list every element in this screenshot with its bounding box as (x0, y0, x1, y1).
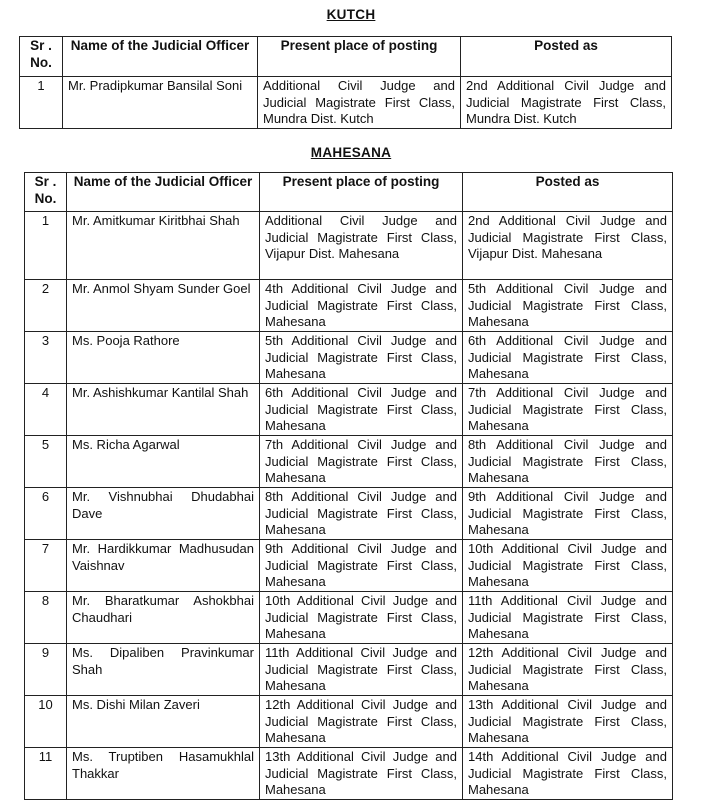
present-posting-cell: Additional Civil Judge and Judicial Magistrate First Class, Vijapur Dist. Mahesana (260, 212, 463, 280)
officer-name-cell: Ms. Richa Agarwal (67, 436, 260, 488)
posted-as-cell: 6th Additional Civil Judge and Judicial Magistrate First Class, Mahesana (463, 332, 673, 384)
present-posting-cell: 9th Additional Civil Judge and Judicial Magistrate First Class, Mahesana (260, 540, 463, 592)
present-posting-cell: 8th Additional Civil Judge and Judicial Magistrate First Class, Mahesana (260, 488, 463, 540)
present-posting-cell: 5th Additional Civil Judge and Judicial Magistrate First Class, Mahesana (260, 332, 463, 384)
table-row (25, 212, 673, 280)
officer-name-cell: Ms. Dishi Milan Zaveri (67, 696, 260, 748)
header-name: Name of the Judicial Officer (63, 37, 258, 77)
officer-name-cell: Mr. Pradipkumar Bansilal Soni (63, 77, 258, 129)
table-row (25, 280, 673, 332)
table-row (20, 77, 672, 129)
present-posting-cell: 11th Additional Civil Judge and Judicial Magistrate First Class, Mahesana (260, 644, 463, 696)
kutch-table (19, 36, 672, 129)
officer-name-cell: Ms. Dipaliben Pravinkumar Shah (67, 644, 260, 696)
sr-cell: 7 (25, 540, 67, 592)
present-posting-cell: 7th Additional Civil Judge and Judicial Magistrate First Class, Mahesana (260, 436, 463, 488)
posted-as-cell: 11th Additional Civil Judge and Judicial Magistrate First Class, Mahesana (463, 592, 673, 644)
officer-name-cell: Mr. Bharatkumar Ashokbhai Chaudhari (67, 592, 260, 644)
officer-name-cell: Mr. Vishnubhai Dhudabhai Dave (67, 488, 260, 540)
sr-cell: 1 (20, 77, 63, 129)
header-name: Name of the Judicial Officer (67, 173, 260, 212)
posted-as-cell: 2nd Additional Civil Judge and Judicial Magistrate First Class, Vijapur Dist. Mahesana (463, 212, 673, 280)
present-posting-cell: 4th Additional Civil Judge and Judicial Magistrate First Class, Mahesana (260, 280, 463, 332)
sr-cell: 1 (25, 212, 67, 280)
table-row (25, 592, 673, 644)
table-row (25, 696, 673, 748)
posted-as-cell: 10th Additional Civil Judge and Judicial Magistrate First Class, Mahesana (463, 540, 673, 592)
sr-cell: 8 (25, 592, 67, 644)
officer-name-cell: Mr. Hardikkumar Madhusudan Vaishnav (67, 540, 260, 592)
section-title-kutch: KUTCH (326, 7, 376, 22)
posted-as-cell: 2nd Additional Civil Judge and Judicial Magistrate First Class, Mundra Dist. Kutch (461, 77, 672, 129)
sr-cell: 2 (25, 280, 67, 332)
posted-as-cell: 14th Additional Civil Judge and Judicial Magistrate First Class, Mahesana (463, 748, 673, 800)
header-sr: Sr . No. (25, 173, 67, 212)
table-row (25, 488, 673, 540)
sr-cell: 4 (25, 384, 67, 436)
table-row (25, 644, 673, 696)
header-posted: Posted as (463, 173, 673, 212)
sr-cell: 5 (25, 436, 67, 488)
header-present: Present place of posting (260, 173, 463, 212)
present-posting-cell: 12th Additional Civil Judge and Judicial Magistrate First Class, Mahesana (260, 696, 463, 748)
posted-as-cell: 12th Additional Civil Judge and Judicial Magistrate First Class, Mahesana (463, 644, 673, 696)
header-sr: Sr . No. (20, 37, 63, 77)
table-row (25, 332, 673, 384)
sr-cell: 6 (25, 488, 67, 540)
officer-name-cell: Ms. Truptiben Hasamukhlal Thakkar (67, 748, 260, 800)
posted-as-cell: 9th Additional Civil Judge and Judicial Magistrate First Class, Mahesana (463, 488, 673, 540)
posted-as-cell: 5th Additional Civil Judge and Judicial Magistrate First Class, Mahesana (463, 280, 673, 332)
present-posting-cell: 6th Additional Civil Judge and Judicial Magistrate First Class, Mahesana (260, 384, 463, 436)
table-row (25, 384, 673, 436)
sr-cell: 3 (25, 332, 67, 384)
officer-name-cell: Mr. Anmol Shyam Sunder Goel (67, 280, 260, 332)
table-row (25, 436, 673, 488)
officer-name-cell: Mr. Amitkumar Kiritbhai Shah (67, 212, 260, 280)
mahesana-table (24, 172, 673, 800)
table-row (25, 540, 673, 592)
sr-cell: 11 (25, 748, 67, 800)
sr-cell: 10 (25, 696, 67, 748)
sr-cell: 9 (25, 644, 67, 696)
present-posting-cell: Additional Civil Judge and Judicial Magistrate First Class, Mundra Dist. Kutch (258, 77, 461, 129)
table-row (25, 748, 673, 800)
header-posted: Posted as (461, 37, 672, 77)
officer-name-cell: Ms. Pooja Rathore (67, 332, 260, 384)
posted-as-cell: 8th Additional Civil Judge and Judicial Magistrate First Class, Mahesana (463, 436, 673, 488)
section-title-mahesana: MAHESANA (310, 145, 392, 160)
present-posting-cell: 10th Additional Civil Judge and Judicial Magistrate First Class, Mahesana (260, 592, 463, 644)
posted-as-cell: 13th Additional Civil Judge and Judicial Magistrate First Class, Mahesana (463, 696, 673, 748)
present-posting-cell: 13th Additional Civil Judge and Judicial Magistrate First Class, Mahesana (260, 748, 463, 800)
header-present: Present place of posting (258, 37, 461, 77)
officer-name-cell: Mr. Ashishkumar Kantilal Shah (67, 384, 260, 436)
posted-as-cell: 7th Additional Civil Judge and Judicial Magistrate First Class, Mahesana (463, 384, 673, 436)
